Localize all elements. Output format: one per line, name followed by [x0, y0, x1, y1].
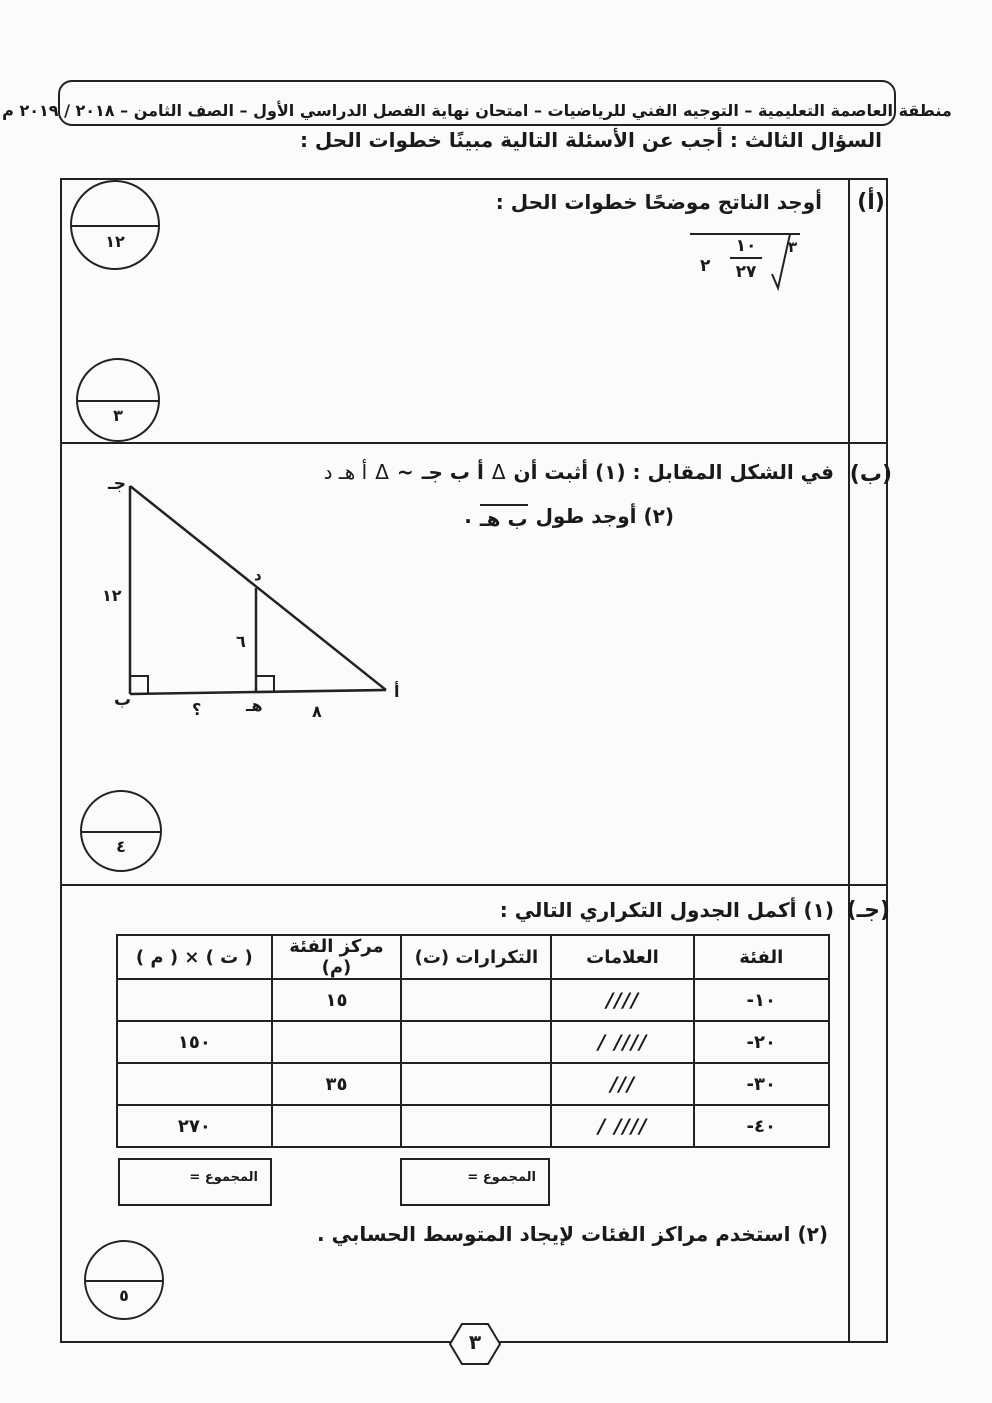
similar-symbol: ~: [396, 460, 414, 484]
col-frequency: التكرارات (ت): [401, 935, 551, 979]
score-a: ٣: [113, 406, 123, 426]
part-b-label: (ب): [849, 462, 892, 487]
cell-center: ١٥: [272, 979, 402, 1021]
cell-tally: //// /: [551, 1105, 693, 1147]
score-circle-c: [84, 1240, 164, 1320]
triangle-ahd: أ هـ د: [323, 460, 368, 484]
divider-b-c: [60, 884, 888, 886]
table-row: [117, 1021, 829, 1063]
mixed-whole: ٢: [700, 256, 711, 276]
triangle-abc: أ ب جـ: [421, 460, 484, 484]
cell-product[interactable]: [117, 979, 272, 1021]
table-header-row: [117, 935, 829, 979]
right-angle-h: [256, 676, 274, 692]
triangle-figure: [90, 470, 420, 730]
vertex-d: د: [254, 566, 262, 584]
cell-class: ٤٠-: [694, 1105, 829, 1147]
length-dh: ٦: [236, 632, 246, 651]
col-class: الفئة: [694, 935, 829, 979]
side-ba: [130, 690, 386, 694]
table-row: [117, 979, 829, 1021]
frequency-table: [116, 934, 830, 1148]
table-row: [117, 1105, 829, 1147]
cell-class: ١٠-: [694, 979, 829, 1021]
length-bh-unknown: ؟: [192, 700, 202, 719]
divider-a-b: [60, 442, 888, 444]
part-c-label: (جـ): [846, 898, 890, 923]
part-a-instruction: أوجد الناتج موضحًا خطوات الحل :: [495, 190, 822, 214]
cell-tally: ///: [551, 1063, 693, 1105]
fraction-numerator: ١٠: [735, 236, 757, 256]
vertex-a: أ: [394, 682, 400, 701]
cell-center: ٣٥: [272, 1063, 402, 1105]
cell-frequency[interactable]: [401, 1105, 551, 1147]
score-a-total: ١٢: [105, 231, 125, 251]
sum-frequency-label: المجموع =: [467, 1170, 536, 1185]
side-ja: [130, 486, 386, 690]
root-index: ٣: [788, 238, 798, 256]
cell-class: ٣٠-: [694, 1063, 829, 1105]
sum-product-box[interactable]: [118, 1158, 272, 1206]
exam-header-text: منطقة العاصمة التعليمية – التوجيه الفني للرياضيات – امتحان نهاية الفصل الدراسي الأول – الصف الثامن – ٢٠١٨ / ٢٠١٩ م: [2, 101, 952, 120]
part-a-label: (أ): [857, 190, 885, 215]
cell-frequency[interactable]: [401, 979, 551, 1021]
sum-frequency-box[interactable]: [400, 1158, 550, 1206]
score-b: ٤: [116, 837, 126, 857]
exam-header: [2, 80, 952, 126]
vertex-j: جـ: [108, 474, 127, 494]
segment-bh: ب هـ: [480, 504, 528, 531]
part-b-line1-prefix: في الشكل المقابل : (١) أثبت أن: [513, 460, 834, 484]
score-circle-a-total: [70, 180, 160, 270]
part-b-line2-suffix: .: [464, 504, 472, 528]
triangle-icon: Δ: [375, 460, 389, 484]
col-class-center: مركز الفئة (م): [272, 935, 402, 979]
cell-tally: ////: [551, 979, 693, 1021]
label-column-divider: [848, 178, 850, 1343]
cell-center[interactable]: [272, 1021, 402, 1063]
page-number: ٣: [468, 1330, 482, 1354]
question-title: السؤال الثالث : أجب عن الأسئلة التالية مبينًا خطوات الحل :: [299, 128, 882, 152]
col-product: ( ت ) × ( م ): [117, 935, 272, 979]
fraction-denominator: ٢٧: [735, 262, 757, 282]
part-b-line2: [464, 504, 674, 531]
length-jb: ١٢: [102, 586, 122, 605]
cell-class: ٢٠-: [694, 1021, 829, 1063]
cell-center[interactable]: [272, 1105, 402, 1147]
score-c: ٥: [119, 1286, 129, 1306]
vertex-h: هـ: [246, 696, 263, 715]
cell-tally: //// /: [551, 1021, 693, 1063]
vertex-b: ب: [114, 690, 132, 710]
right-angle-b: [130, 676, 148, 694]
triangle-icon: Δ: [491, 460, 506, 484]
length-ha: ٨: [312, 702, 322, 721]
cell-product: ٢٧٠: [117, 1105, 272, 1147]
part-b-line2-prefix: (٢) أوجد طول: [535, 504, 674, 528]
sum-product-label: المجموع =: [189, 1170, 258, 1185]
cell-frequency[interactable]: [401, 1063, 551, 1105]
cell-product[interactable]: [117, 1063, 272, 1105]
score-circle-b: [80, 790, 162, 872]
part-c-item1: (١) أكمل الجدول التكراري التالي :: [499, 898, 834, 922]
part-c-item2: (٢) استخدم مراكز الفئات لإيجاد المتوسط الحسابي .: [317, 1222, 828, 1246]
cell-product: ١٥٠: [117, 1021, 272, 1063]
cell-frequency[interactable]: [401, 1021, 551, 1063]
table-row: [117, 1063, 829, 1105]
col-tally: العلامات: [551, 935, 693, 979]
score-circle-a: [76, 358, 160, 442]
